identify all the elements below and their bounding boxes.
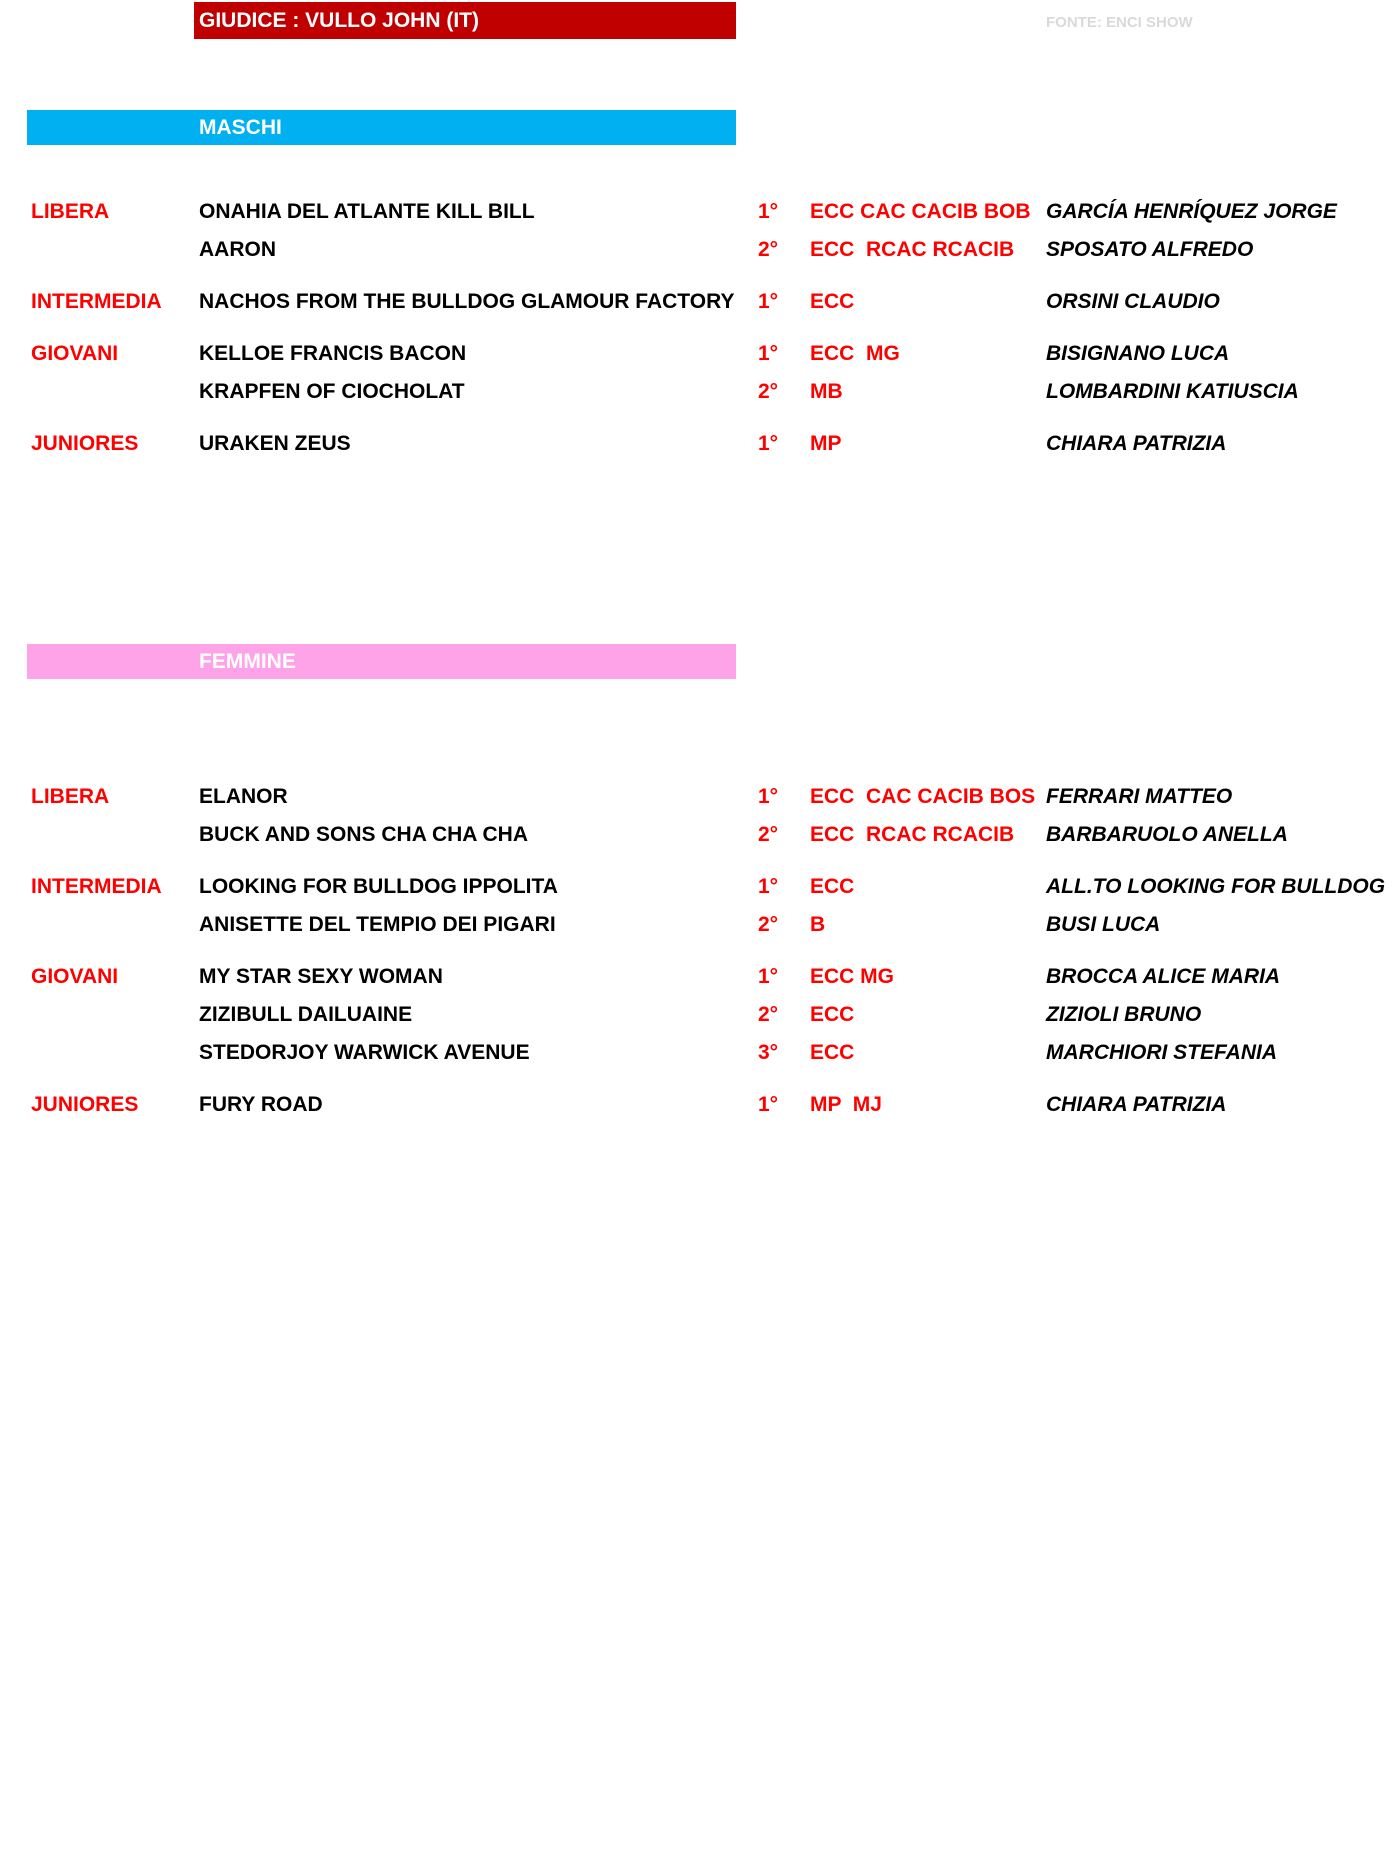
class-label: INTERMEDIA	[31, 290, 162, 313]
result-row	[0, 1088, 1400, 1122]
source-label: FONTE: ENCI SHOW	[1046, 14, 1193, 31]
result-row	[0, 870, 1400, 904]
dog-name: AARON	[199, 238, 276, 261]
awards: ECC CAC CACIB BOS	[810, 785, 1036, 808]
dog-name: BUCK AND SONS CHA CHA CHA	[199, 823, 528, 846]
dog-name: ONAHIA DEL ATLANTE KILL BILL	[199, 200, 535, 223]
owner-name: BISIGNANO LUCA	[1046, 342, 1230, 365]
placement: 2°	[758, 380, 779, 403]
awards: MP	[810, 432, 842, 455]
dog-name: ELANOR	[199, 785, 288, 808]
awards: ECC RCAC RCACIB	[810, 238, 1015, 261]
dog-name: FURY ROAD	[199, 1093, 323, 1116]
dog-name: ANISETTE DEL TEMPIO DEI PIGARI	[199, 913, 556, 936]
dog-name: KELLOE FRANCIS BACON	[199, 342, 467, 365]
awards: ECC MG	[810, 965, 894, 988]
placement: 3°	[758, 1041, 779, 1064]
dog-name: ZIZIBULL DAILUAINE	[199, 1003, 413, 1026]
result-row	[0, 998, 1400, 1032]
owner-name: CHIARA PATRIZIA	[1046, 432, 1227, 455]
owner-name: LOMBARDINI KATIUSCIA	[1046, 380, 1299, 403]
result-row	[0, 780, 1400, 814]
awards: ECC	[810, 1003, 855, 1026]
class-label: LIBERA	[31, 200, 110, 223]
awards: MB	[810, 380, 843, 403]
result-row	[0, 908, 1400, 942]
class-label: GIOVANI	[31, 342, 119, 365]
placement: 2°	[758, 823, 779, 846]
dog-name: STEDORJOY WARWICK AVENUE	[199, 1041, 530, 1064]
awards: ECC CAC CACIB BOB	[810, 200, 1031, 223]
owner-name: SPOSATO ALFREDO	[1046, 238, 1254, 261]
placement: 1°	[758, 290, 779, 313]
owner-name: ZIZIOLI BRUNO	[1046, 1003, 1202, 1026]
result-row	[0, 818, 1400, 852]
placement: 1°	[758, 785, 779, 808]
owner-name: BARBARUOLO ANELLA	[1046, 823, 1288, 846]
result-row	[0, 427, 1400, 461]
dog-name: KRAPFEN OF CIOCHOLAT	[199, 380, 465, 403]
placement: 2°	[758, 238, 779, 261]
dog-name: MY STAR SEXY WOMAN	[199, 965, 443, 988]
owner-name: FERRARI MATTEO	[1046, 785, 1233, 808]
owner-name: BUSI LUCA	[1046, 913, 1161, 936]
awards: B	[810, 913, 826, 936]
placement: 1°	[758, 432, 779, 455]
owner-name: CHIARA PATRIZIA	[1046, 1093, 1227, 1116]
dog-name: URAKEN ZEUS	[199, 432, 351, 455]
class-label: JUNIORES	[31, 1093, 139, 1116]
placement: 2°	[758, 1003, 779, 1026]
awards: ECC	[810, 875, 855, 898]
result-row	[0, 960, 1400, 994]
awards: ECC RCAC RCACIB	[810, 823, 1015, 846]
dog-name: NACHOS FROM THE BULLDOG GLAMOUR FACTORY	[199, 290, 735, 313]
awards: MP MJ	[810, 1093, 882, 1116]
females-section-header: FEMMINE	[27, 644, 736, 679]
awards: ECC MG	[810, 342, 900, 365]
owner-name: ALL.TO LOOKING FOR BULLDOG	[1046, 875, 1386, 898]
placement: 1°	[758, 1093, 779, 1116]
result-row	[0, 233, 1400, 267]
placement: 1°	[758, 342, 779, 365]
owner-name: GARCÍA HENRÍQUEZ JORGE	[1046, 200, 1337, 223]
class-label: GIOVANI	[31, 965, 119, 988]
class-label: JUNIORES	[31, 432, 139, 455]
class-label: INTERMEDIA	[31, 875, 162, 898]
result-row	[0, 337, 1400, 371]
placement: 1°	[758, 200, 779, 223]
awards: ECC	[810, 1041, 855, 1064]
males-section-header: MASCHI	[27, 110, 736, 145]
awards: ECC	[810, 290, 855, 313]
dog-name: LOOKING FOR BULLDOG IPPOLITA	[199, 875, 558, 898]
class-label: LIBERA	[31, 785, 110, 808]
result-row	[0, 375, 1400, 409]
owner-name: ORSINI CLAUDIO	[1046, 290, 1220, 313]
placement: 2°	[758, 913, 779, 936]
judge-banner: GIUDICE : VULLO JOHN (IT)	[194, 2, 736, 39]
placement: 1°	[758, 875, 779, 898]
result-row	[0, 285, 1400, 319]
owner-name: BROCCA ALICE MARIA	[1046, 965, 1281, 988]
result-row	[0, 195, 1400, 229]
result-row	[0, 1036, 1400, 1070]
owner-name: MARCHIORI STEFANIA	[1046, 1041, 1277, 1064]
placement: 1°	[758, 965, 779, 988]
